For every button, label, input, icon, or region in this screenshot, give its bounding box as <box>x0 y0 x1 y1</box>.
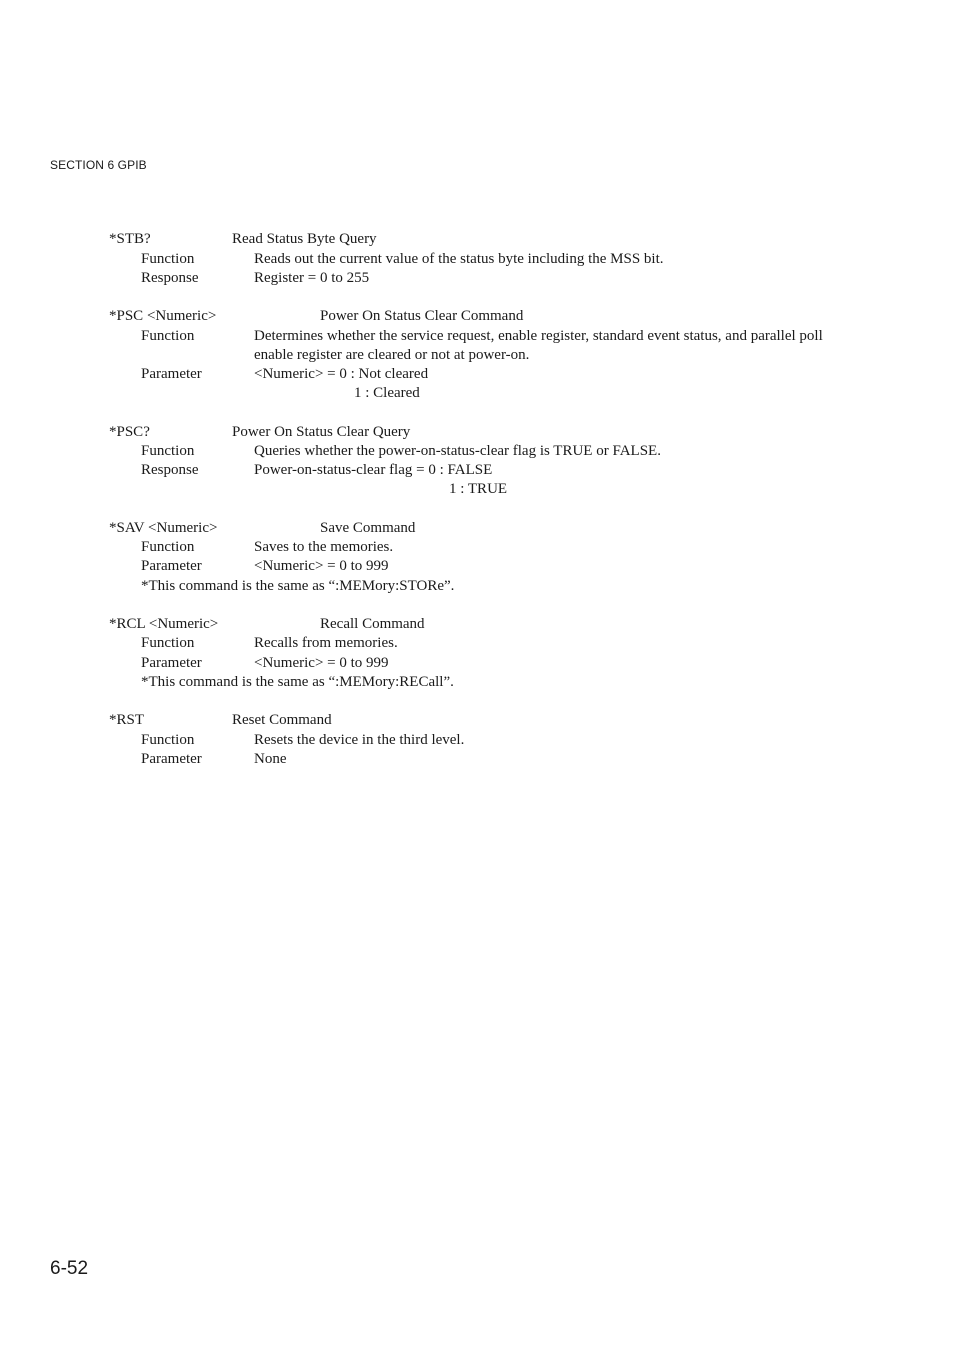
function-text: Queries whether the power-on-status-clear flag is TRUE or FALSE. <box>254 443 661 459</box>
command-note: *This command is the same as “:MEMory:STORe”. <box>141 578 455 594</box>
parameter-label: Parameter <box>141 655 202 671</box>
command-title: Recall Command <box>320 616 425 632</box>
response-label: Response <box>141 462 199 478</box>
function-text: Resets the device in the third level. <box>254 732 465 748</box>
function-label: Function <box>141 732 195 748</box>
parameter-text: None <box>254 751 287 767</box>
function-text: Reads out the current value of the status byte including the MSS bit. <box>254 251 664 267</box>
parameter-text: <Numeric> = 0 to 999 <box>254 655 389 671</box>
parameter-text: <Numeric> = 0 to 999 <box>254 558 389 574</box>
page-number: 6-52 <box>50 1258 89 1279</box>
response-label: Response <box>141 270 199 286</box>
function-text: Determines whether the service request, enable register, standard event status, and parallel poll enable register are cleared or not at power-on. <box>254 328 823 363</box>
function-label: Function <box>141 251 195 267</box>
parameter-text-2: 1 : Cleared <box>354 385 420 401</box>
command-name: *STB? <box>109 231 151 247</box>
command-name: *RST <box>109 712 145 728</box>
command-name: *PSC <Numeric> <box>109 308 217 324</box>
parameter-label: Parameter <box>141 751 202 767</box>
parameter-label: Parameter <box>141 366 202 382</box>
command-note: *This command is the same as “:MEMory:RECall”. <box>141 674 454 690</box>
response-text: Register = 0 to 255 <box>254 270 370 286</box>
function-label: Function <box>141 635 195 651</box>
command-name: *RCL <Numeric> <box>109 616 219 632</box>
function-label: Function <box>141 328 195 344</box>
command-title: Read Status Byte Query <box>232 231 377 247</box>
parameter-label: Parameter <box>141 558 202 574</box>
function-label: Function <box>141 443 195 459</box>
response-text-2: 1 : TRUE <box>449 481 508 497</box>
response-text: Power-on-status-clear flag = 0 : FALSE <box>254 462 493 478</box>
command-name: *SAV <Numeric> <box>109 520 218 536</box>
command-title: Power On Status Clear Command <box>320 308 524 324</box>
parameter-text: <Numeric> = 0 : Not cleared <box>254 366 429 382</box>
function-text: Recalls from memories. <box>254 635 398 651</box>
command-title: Save Command <box>320 520 416 536</box>
function-label: Function <box>141 539 195 555</box>
command-name: *PSC? <box>109 424 150 440</box>
function-text: Saves to the memories. <box>254 539 394 555</box>
section-header: SECTION 6 GPIB <box>50 158 147 172</box>
command-title: Reset Command <box>232 712 332 728</box>
command-title: Power On Status Clear Query <box>232 424 411 440</box>
